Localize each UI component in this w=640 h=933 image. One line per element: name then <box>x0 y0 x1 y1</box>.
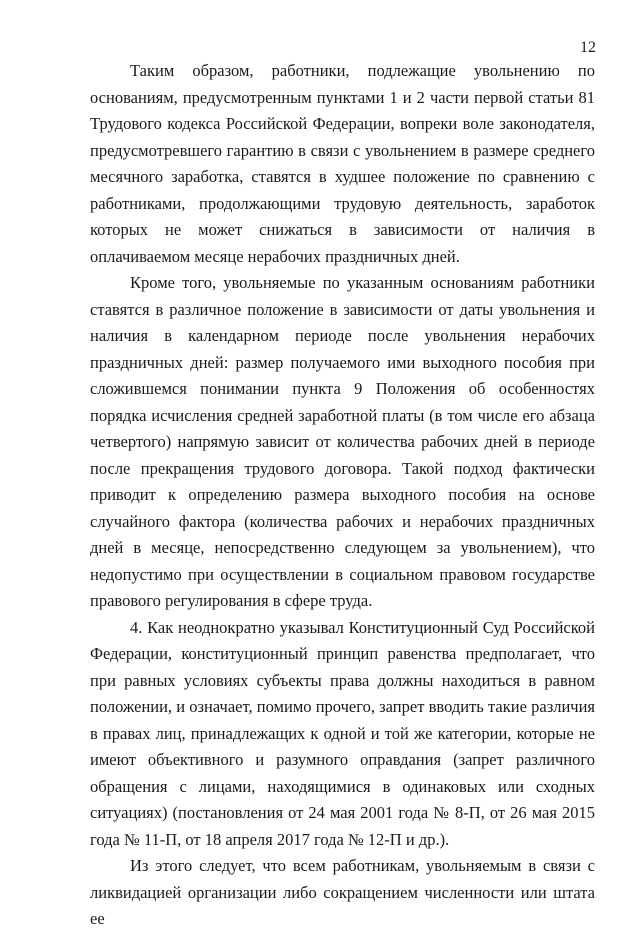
paragraph-2: Кроме того, увольняемые по указанным основаниям работники ставятся в различное положение в зависимости от даты увольнения и наличия в календарном периоде после увольнения нерабочих праздничных дней: размер получаемого ими выходного пособия при сложившемся понимании пункта 9 Положения об особенностях порядка исчисления средней заработной платы (в том числе его абзаца четвертого) напрямую зависит от количества рабочих дней в периоде после прекращения трудового договора. Такой подход фактически приводит к определению размера выходного пособия на основе случайного фактора (количества рабочих и нерабочих праздничных дней в месяце, непосредственно следующем за увольнением), что недопустимо при осуществлении в социальном правовом государстве правового регулирования в сфере труда. <box>90 273 595 610</box>
document-body <box>90 58 595 933</box>
paragraph-4: Из этого следует, что всем работникам, увольняемым в связи с ликвидацией организации либо сокращением численности или штата ее <box>90 856 595 928</box>
page-number: 12 <box>580 39 596 56</box>
paragraph-1: Таким образом, работники, подлежащие увольнению по основаниям, предусмотренным пунктами 1 и 2 части первой статьи 81 Трудового кодекса Российской Федерации, вопреки воле законодателя, предусмотревшего гарантию в связи с увольнением в размере среднего месячного заработка, ставятся в худшее положение по сравнению с работниками, продолжающими трудовую деятельность, заработок которых не может снижаться в зависимости от наличия в оплачиваемом месяце нерабочих праздничных дней. <box>90 61 595 266</box>
paragraph-3: 4. Как неоднократно указывал Конституционный Суд Российской Федерации, конституционный принцип равенства предполагает, что при равных условиях субъекты права должны находиться в равном положении, и означает, помимо прочего, запрет вводить такие различия в правах лиц, принадлежащих к одной и той же категории, которые не имеют объективного и разумного оправдания (запрет различного обращения с лицами, находящимися в одинаковых или сходных ситуациях) (постановления от 24 мая 2001 года № 8-П, от 26 мая 2015 года № 11-П, от 18 апреля 2017 года № 12-П и др.). <box>90 617 595 849</box>
